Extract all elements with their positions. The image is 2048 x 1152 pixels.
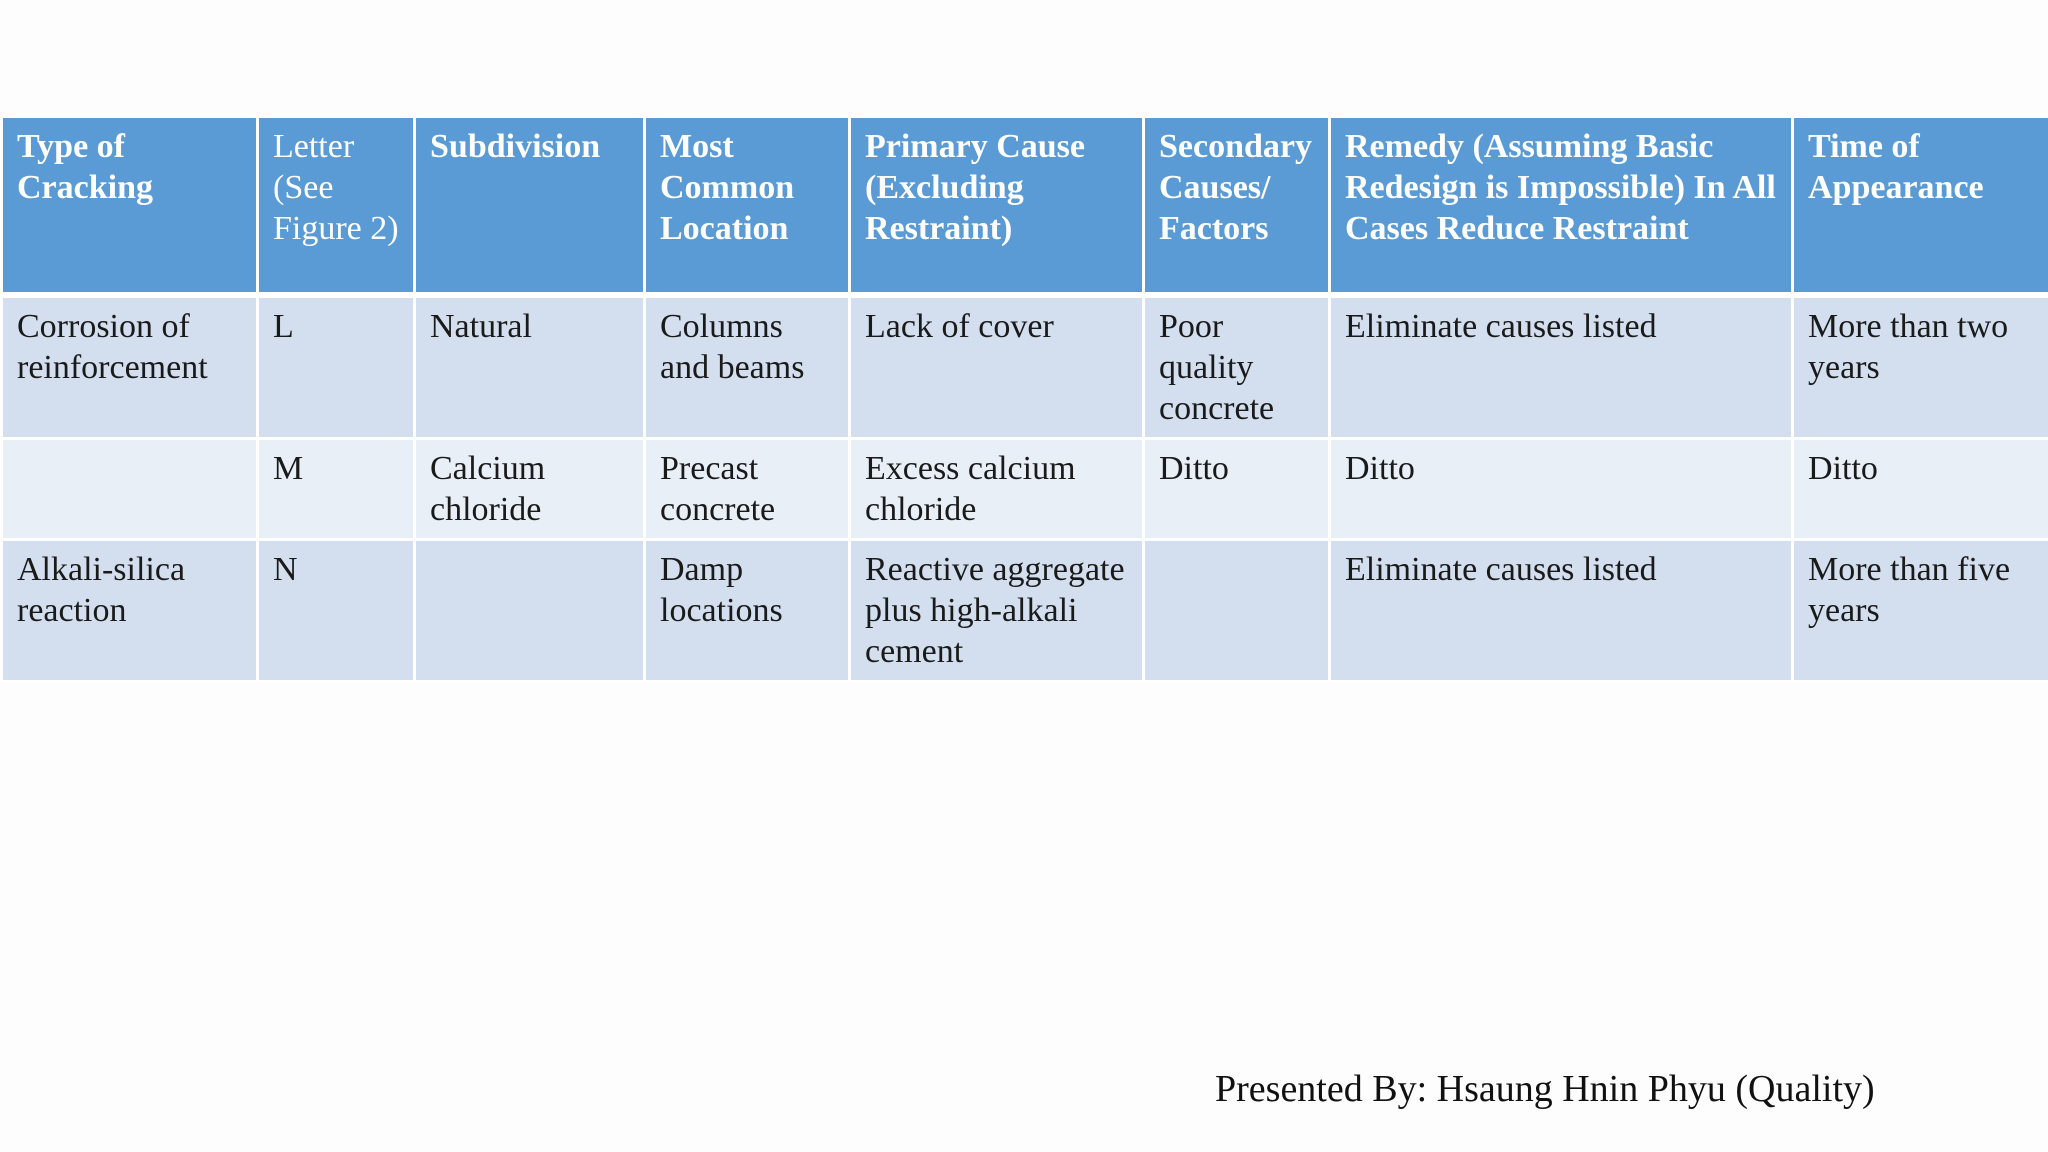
cell-letter: N — [258, 540, 415, 682]
header-most-common-location: Most Common Location — [645, 117, 850, 296]
cell-secondary-causes: Ditto — [1144, 439, 1330, 540]
cell-primary-cause: Lack of cover — [850, 295, 1144, 439]
cell-time: More than two years — [1793, 295, 2048, 439]
table-row — [2, 439, 2048, 540]
cell-type — [2, 439, 258, 540]
header-primary-cause: Primary Cause (Excluding Restraint) — [850, 117, 1144, 296]
cell-primary-cause: Excess calcium chloride — [850, 439, 1144, 540]
table-row — [2, 540, 2048, 682]
header-time-of-appearance: Time of Appearance — [1793, 117, 2048, 296]
presenter-credit: Presented By: Hsaung Hnin Phyu (Quality) — [1215, 1068, 1875, 1110]
table-header-row — [2, 117, 2048, 296]
cell-secondary-causes: Poor quality concrete — [1144, 295, 1330, 439]
cell-primary-cause: Reactive aggregate plus high-alkali cement — [850, 540, 1144, 682]
cell-location: Precast concrete — [645, 439, 850, 540]
cell-letter: L — [258, 295, 415, 439]
cell-time: More than five years — [1793, 540, 2048, 682]
cell-remedy: Eliminate causes listed — [1330, 295, 1793, 439]
header-type-of-cracking: Type of Cracking — [2, 117, 258, 296]
cell-type: Alkali-silica reaction — [2, 540, 258, 682]
cell-time: Ditto — [1793, 439, 2048, 540]
table-row — [2, 295, 2048, 439]
header-secondary-causes: Secondary Causes/ Factors — [1144, 117, 1330, 296]
cell-secondary-causes — [1144, 540, 1330, 682]
cell-subdivision: Calcium chloride — [415, 439, 645, 540]
cell-location: Columns and beams — [645, 295, 850, 439]
header-letter: Letter (See Figure 2) — [258, 117, 415, 296]
header-subdivision: Subdivision — [415, 117, 645, 296]
cell-subdivision — [415, 540, 645, 682]
cell-remedy: Eliminate causes listed — [1330, 540, 1793, 682]
cracking-table — [0, 115, 2048, 683]
cell-subdivision: Natural — [415, 295, 645, 439]
cell-remedy: Ditto — [1330, 439, 1793, 540]
header-remedy: Remedy (Assuming Basic Redesign is Impossible) In All Cases Reduce Restraint — [1330, 117, 1793, 296]
cell-type: Corrosion of reinforcement — [2, 295, 258, 439]
cell-location: Damp locations — [645, 540, 850, 682]
cell-letter: M — [258, 439, 415, 540]
